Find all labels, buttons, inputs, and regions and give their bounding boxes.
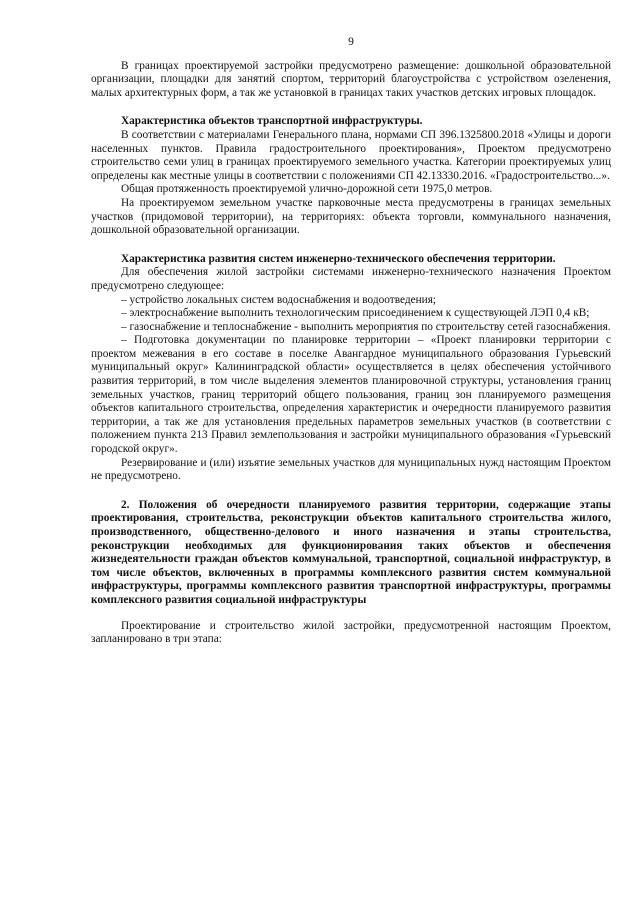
spacer: [91, 100, 611, 115]
document-page: [91, 36, 611, 647]
section-2-paragraph-1: Проектирование и строительство жилой застройки, предусмотренной настоящим Проектом, запланировано в три этапа:: [91, 619, 611, 646]
engineering-list-item: – устройство локальных систем водоснабжения и водоотведения;: [121, 293, 437, 306]
transport-paragraph-3: На проектируемом земельном участке парковочные места предусмотрены в границах земельных участков (придомовой территории), на территориях: объекта торговли, коммунального назначения, дошкольной образовательной организации.: [91, 196, 611, 237]
engineering-list-item: – электроснабжение выполнить технологическим присоединением к существующей ЛЭП 0,4 кВ;: [121, 307, 590, 320]
engineering-heading: Характеристика развития систем инженерно-технического обеспечения территории.: [121, 252, 556, 265]
section-2-heading: 2. Положения об очередности планируемого развития территории, содержащие этапы проектирования, строительства, реконструкции объектов капитального строительства жилого, производственного, общественно-делового и иного назначения и этапы строительства, реконструкции необходимых для функционирования таких объектов и обеспечения жизнедеятельности граждан объектов коммунальной, транспортной, социальной инфраструктур, в том числе объектов, включенных в программы комплексного развития систем коммунальной инфраструктуры, программы комплексного развития транспортной инфраструктуры, программы комплексного развития социальной инфраструктуры: [91, 498, 611, 606]
transport-paragraph-2: Общая протяженность проектируемой улично-дорожной сети 1975,0 метров.: [121, 183, 493, 196]
transport-paragraph-1: В соответствии с материалами Генерального плана, нормами СП 396.1325800.2018 «Улицы и дороги населенных пунктов. Правила градостроительного проектирования», Проектом предусмотрено строительство семи улиц в границах проектируемого земельного участка. Категории проектируемых улиц определены как местные улицы в соответствии с положениями СП 42.13330.2016. «Градостроительство...».: [91, 128, 611, 182]
engineering-list-item: – газоснабжение и теплоснабжение - выполнить мероприятия по строительству сетей газоснабжения.: [121, 320, 611, 333]
engineering-paragraph-1: Для обеспечения жилой застройки системами инженерно-технического назначения Проектом предусмотрено следующее:: [91, 266, 611, 292]
engineering-paragraph-2: Резервирование и (или) изъятие земельных участков для муниципальных нужд настоящим Проектом не предусмотрено.: [91, 456, 611, 483]
spacer: [91, 238, 611, 253]
intro-paragraph: В границах проектируемой застройки предусмотрено размещение: дошкольной образовательной организации, площадки для занятий спортом, территорий благоустройства с устройством озеленения, малых архитектурных форм, а так же установкой в границах таких участков детских игровых площадок.: [91, 59, 611, 99]
page-number: 9: [348, 36, 354, 48]
engineering-list-item: – Подготовка документации по планировке территории – «Проект планировки территории с проектом межевания в его составе в поселке Авангардное муниципального образования Гурьевский муниципальный округ» Калининградской области» осуществляется в целях обеспечения устойчивого развития территорий, в том числе выделения элементов планировочной структуры, установления границ земельных участков, границ территорий общего пользования, границ зон планируемого размещения объектов капитального строительства, определения характеристик и очередности планируемого развития территории, а так же для установления предельных параметров земельных участков (в соответствии с положением пункта 213 Правил землепользования и застройки муниципального образования «Гурьевский городской округ».: [91, 334, 611, 456]
spacer: [91, 608, 611, 620]
spacer: [91, 484, 611, 499]
transport-heading: Характеристика объектов транспортной инфраструктуры.: [121, 115, 423, 128]
